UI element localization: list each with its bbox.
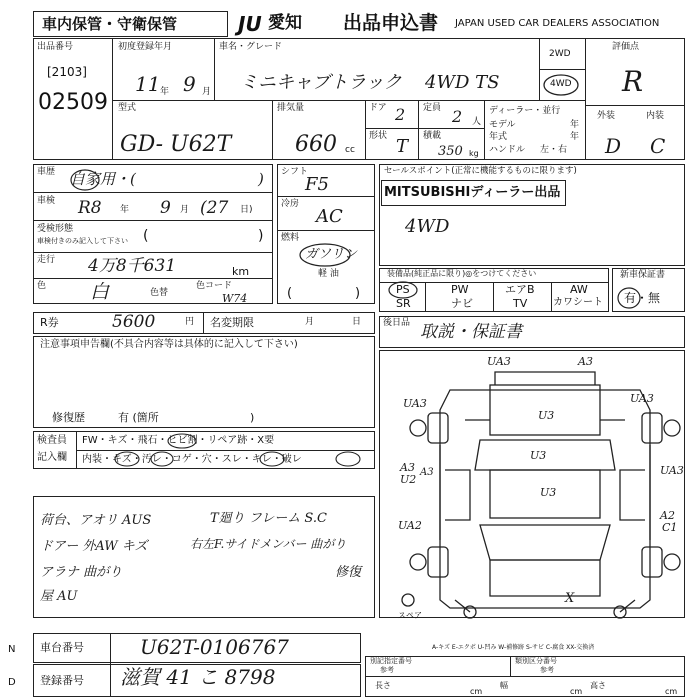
history-close: ) [258, 170, 264, 188]
notes-label: 注意事項申告欄(不具合内容等は具体的に記入して下さい) [40, 339, 298, 350]
model-value: GD- U62T [120, 132, 232, 157]
shape-value: T [396, 136, 409, 157]
color-replaced-label: 色替 [150, 288, 169, 298]
fuel-label: 燃料 [281, 233, 300, 243]
after-items-value: 取説・保証書 [420, 322, 522, 342]
load-label: 積載 [423, 131, 442, 141]
registration-label: 初度登録年月 [118, 42, 173, 52]
load-unit: kg [469, 149, 479, 158]
inspection-label: 車検 [37, 196, 56, 206]
width-unit: cm [570, 687, 583, 696]
color-code-label: 色コード [196, 281, 233, 291]
history-label: 車歴 [37, 167, 56, 177]
shape-label: 形状 [369, 131, 388, 141]
mileage-unit: km [232, 265, 250, 278]
designated-label: 別記指定番号 [370, 657, 412, 665]
color-code-value: W74 [222, 292, 248, 305]
handle-label: ハンドル [489, 145, 526, 155]
warranty-options: 有・無 [624, 291, 661, 305]
remark-4: 右左F.サイドメンバー 曲がり [190, 537, 347, 551]
lot-label: 出品番号 [37, 42, 74, 52]
plate-label: 登録番号 [40, 674, 84, 687]
interior-value: C [650, 134, 666, 158]
inspector-row-1: FW・キズ・飛石・ヒビ割・リペア跡・X要 [82, 435, 275, 446]
diagram-legend: A-キズ E-エクボ U-凹み W-補修跡 S-サビ C-腐食 XX-交換済 [432, 644, 595, 651]
dealer-model-label: モデル [489, 120, 516, 130]
dealer-line1: ディーラー・並行 [489, 106, 561, 116]
equipment-item-navi: ナビ [451, 297, 473, 310]
recycle-unit: 円 [185, 317, 195, 327]
displacement-label: 排気量 [277, 103, 305, 113]
inspection-day-unit: 日) [240, 205, 253, 215]
width-label: 幅 [500, 681, 508, 690]
score-label: 評価点 [612, 42, 640, 52]
inspection-year-unit: 年 [120, 205, 130, 215]
repair-label: 修復歴 [52, 411, 85, 424]
mark-a3-door: A3 [420, 467, 434, 478]
height-unit: cm [665, 687, 678, 696]
dealer-year-unit: 年 [570, 132, 580, 142]
acceptance-label: 受検形態 [37, 224, 74, 234]
warranty-label: 新車保証書 [620, 270, 666, 280]
doors-value: 2 [395, 105, 406, 124]
history-value: 自家用・( [70, 170, 136, 188]
lot-sub-number: [2103] [47, 65, 87, 79]
registration-month: 9 [183, 72, 196, 96]
selling-points-label: セールスポイント(正常に機能するものに限ります) [384, 166, 577, 176]
inspection-month-unit: 月 [180, 205, 190, 215]
ju-logo: JU [238, 12, 262, 36]
after-items-label: 後日品 [383, 318, 411, 328]
ref-label: 参考 [380, 666, 394, 674]
fuel-diesel: 軽 油 [318, 269, 339, 279]
color-label: 色 [37, 281, 47, 291]
equipment-label: 装備品(純正品に限り)◎をつけてください [387, 269, 537, 278]
selling-points-banner: MITSUBISHIディーラー出品 [384, 185, 561, 200]
mark-u3-bed: U3 [538, 409, 555, 422]
acceptance-open: ( [143, 228, 149, 244]
drive-2wd: 2WD [549, 49, 571, 59]
name-change-label: 名変期限 [210, 316, 254, 329]
side-mark-n: N [8, 644, 16, 655]
car-name-label: 車名・グレード [219, 42, 283, 52]
height-label: 高さ [590, 681, 606, 690]
mark-u3-cab: U3 [530, 449, 547, 462]
capacity-value: 2 [452, 107, 463, 126]
fuel-open: ( [287, 286, 293, 301]
mark-x-rear: X [565, 591, 575, 606]
inspector-label-2: 記入欄 [37, 452, 67, 463]
remark-7: 屋 AU [40, 589, 78, 604]
aircon-label: 冷房 [281, 199, 300, 209]
logo-region: 愛知 [268, 13, 302, 33]
mark-ua3-right-front: UA3 [630, 392, 654, 405]
capacity-label: 定員 [423, 103, 442, 113]
name-change-day: 日 [352, 317, 362, 327]
inspector-row-2: 内装・キズ・汚レ・コゲ・穴・スレ・キレ・破レ [82, 454, 302, 465]
lot-number: 02509 [38, 90, 108, 115]
acceptance-close: ) [258, 228, 264, 244]
form-title: 出品申込書 [343, 12, 439, 34]
mileage-value: 4万8千631 [88, 256, 177, 276]
storage-title: 車内保管・守衛保管 [42, 15, 178, 33]
capacity-unit: 人 [472, 117, 482, 127]
shift-value: F5 [305, 174, 329, 195]
color-value: 白 [90, 281, 110, 303]
inspection-day: (27 [200, 198, 229, 218]
acceptance-note: 車検付きのみ記入して下さい [37, 237, 128, 245]
repair-close: ) [250, 411, 255, 424]
doors-label: ドア [369, 103, 387, 113]
mark-ua3-right-side: UA3 [660, 464, 684, 477]
recycle-label: R券 [40, 316, 59, 329]
registration-year: 11 [135, 72, 161, 96]
exterior-value: D [605, 134, 622, 158]
registration-month-unit: 月 [202, 87, 212, 97]
equipment-item-pw: PW [451, 283, 469, 296]
chassis-value: U62T-0106767 [140, 635, 289, 659]
designated2-label: 類別区分番号 [515, 657, 557, 665]
name-change-month: 月 [305, 317, 315, 327]
remark-2: T廻り フレーム S.C [210, 511, 327, 526]
registration-year-unit: 年 [160, 87, 170, 97]
inspection-month: 9 [160, 198, 171, 218]
mark-a3-top-right: A3 [578, 355, 593, 368]
side-mark-d: D [8, 677, 16, 688]
spare-label: スペア [398, 611, 422, 620]
mark-a3-left-side: A3 [400, 461, 415, 474]
aircon-value: AC [316, 206, 343, 227]
repair-value: 有 (箇所 [118, 411, 159, 424]
car-grade-value: 4WD TS [425, 72, 500, 93]
remark-3: ドアー 外AW キズ [40, 539, 148, 554]
displacement-unit: cc [345, 145, 355, 155]
chassis-label: 車台番号 [40, 641, 84, 654]
association-name: JAPAN USED CAR DEALERS ASSOCIATION [455, 18, 660, 29]
mileage-label: 走行 [37, 255, 56, 265]
inspection-era: R8 [78, 198, 102, 218]
mark-ua2-left-rear: UA2 [398, 519, 422, 532]
length-unit: cm [470, 687, 483, 696]
recycle-value: 5600 [112, 312, 156, 332]
interior-label: 内装 [646, 111, 665, 121]
model-label: 型式 [118, 103, 137, 113]
exterior-label: 外装 [597, 111, 616, 121]
mark-ua3-top-left: UA3 [487, 355, 511, 368]
equipment-item-tv: TV [513, 297, 528, 310]
equipment-item-sr: SR [396, 297, 411, 310]
score-value: R [622, 65, 644, 98]
equipment-item-ps: PS [396, 283, 410, 296]
ref2-label: 参考 [540, 666, 554, 674]
mark-ua3-left-front: UA3 [403, 397, 427, 410]
drive-4wd: 4WD [550, 79, 572, 89]
dealer-year-label: 年式 [489, 132, 508, 142]
equipment-item-leather: カワシート [553, 297, 603, 308]
load-value: 350 [438, 144, 463, 159]
fuel-value: ガソリン [305, 247, 358, 262]
inspector-label-1: 検査員 [37, 435, 67, 446]
length-label: 長さ [375, 681, 391, 690]
equipment-item-airbag: エアB [505, 283, 535, 296]
fuel-close: ) [355, 286, 361, 301]
car-name-value: ミニキャブトラック [240, 72, 402, 93]
selling-points-value: 4WD [405, 216, 450, 237]
mark-a2-right-rear: A2 [660, 509, 675, 522]
mark-c1-right-rear: C1 [662, 521, 678, 534]
remark-6: 修復 [335, 565, 362, 580]
equipment-item-aw: AW [570, 283, 588, 296]
handle-options: 左・右 [540, 145, 568, 155]
remark-5: アラナ 曲がり [40, 565, 123, 580]
dealer-model-year: 年 [570, 120, 580, 130]
shift-label: シフト [281, 167, 309, 177]
displacement-value: 660 [295, 132, 337, 157]
plate-value: 滋賀 41 こ 8798 [120, 665, 276, 689]
mark-u2-left-side: U2 [400, 473, 417, 486]
mark-u3-roof: U3 [540, 486, 557, 499]
remark-1: 荷台、アオリ AUS [40, 513, 152, 528]
